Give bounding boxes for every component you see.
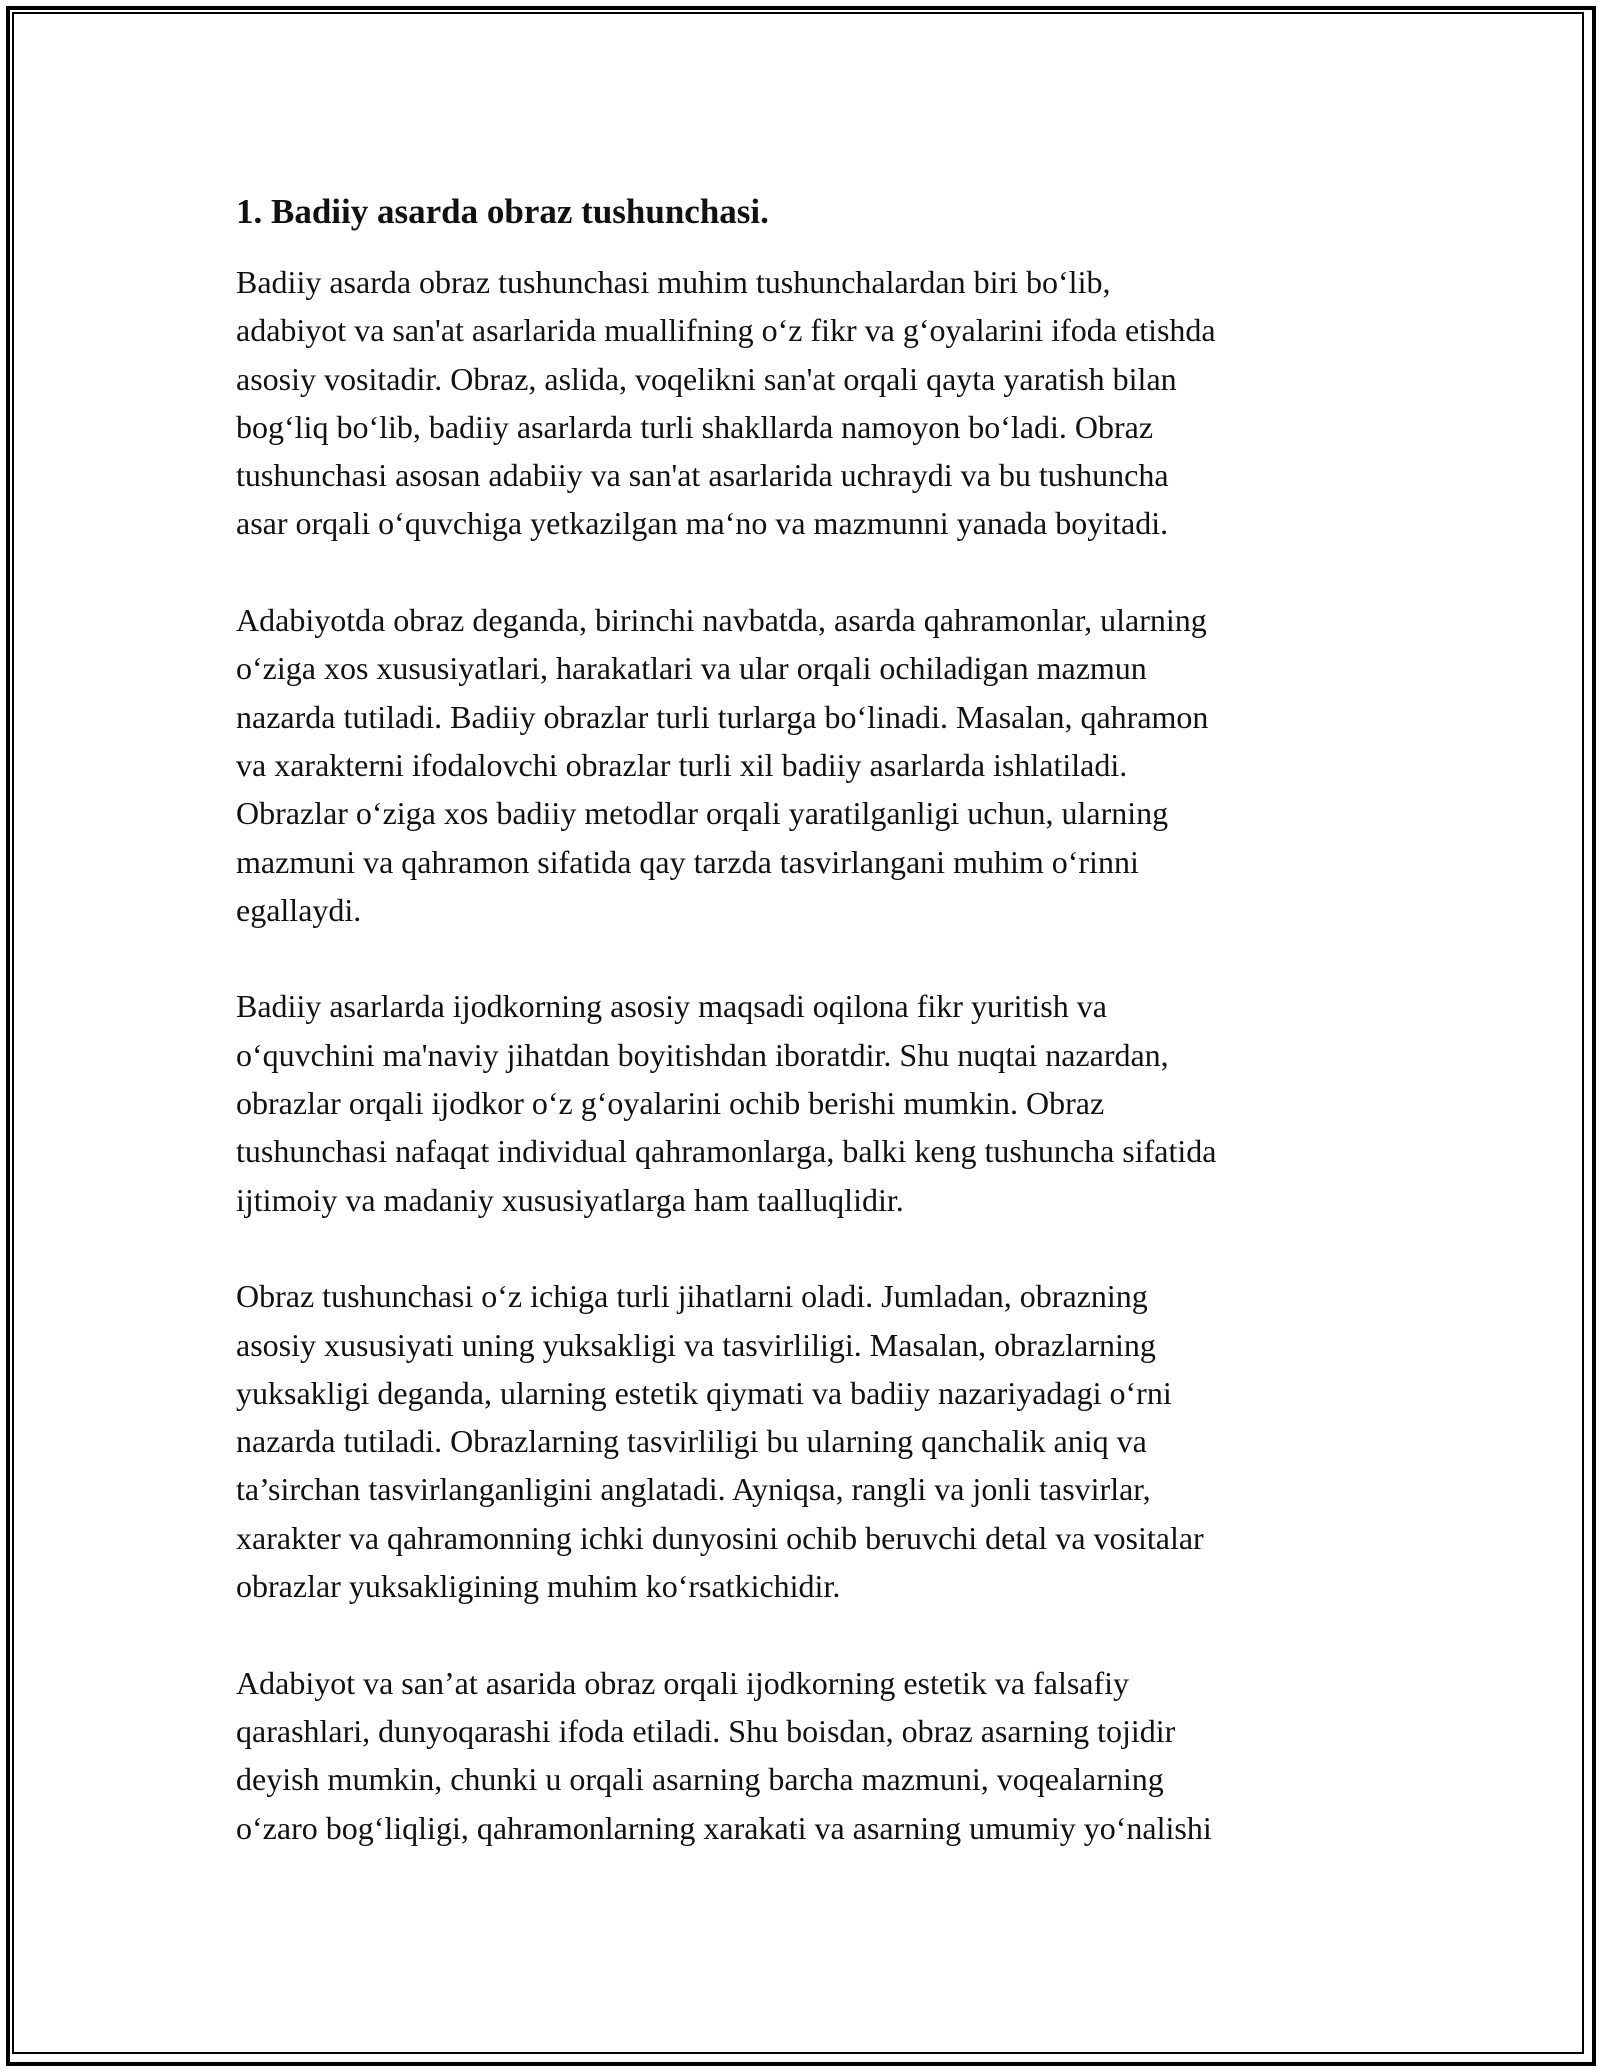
paragraph-4: Obraz tushunchasi o‘z ichiga turli jihatlarni oladi. Jumladan, obrazning asosiy xususiyati uning yuksakligi va tasvirliligi. Masalan, obrazlarning yuksakligi deganda, ularning estetik qiymati va badiiy nazariyadagi o‘rni nazarda tutiladi. Obrazlarning tasvirliligi bu ularning qanchalik aniq va ta’sirchan tasvirlanganligini anglatadi. Ayniqsa, rangli va jonli tasvirlar, xarakter va qahramonning ichki dunyosini ochib beruvchi detal va vositalar obrazlar yuksakligining muhim ko‘rsatkichidir.: [236, 1278, 1204, 1605]
paragraph-3: Badiiy asarlarda ijodkorning asosiy maqsadi oqilona fikr yuritish va o‘quvchini ma'naviy jihatdan boyitishdan iboratdir. Shu nuqtai nazardan, obrazlar orqali ijodkor o‘z g‘oyalarini ochib berishi mumkin. Obraz tushunchasi nafaqat individual qahramonlarga, balki keng tushuncha sifatida ijtimoiy va madaniy xususiyatlarga ham taalluqlidir.: [236, 988, 1217, 1218]
document-body: [236, 188, 1364, 1900]
paragraph-5: Adabiyot va san’at asarida obraz orqali ijodkorning estetik va falsafiy qarashlari, dunyoqarashi ifoda etiladi. Shu boisdan, obraz asarning tojidir deyish mumkin, chunki u orqali asarning barcha mazmuni, voqealarning o‘zaro bog‘liqligi, qahramonlarning xarakati va asarning umumiy yo‘nalishi: [236, 1664, 1212, 1846]
section-heading: 1. Badiiy asarda obraz tushunchasi.: [236, 192, 769, 231]
paragraph-1: Badiiy asarda obraz tushunchasi muhim tushunchalardan biri bo‘lib, adabiyot va san'at asarlarida muallifning o‘z fikr va g‘oyalarini ifoda etishda asosiy vositadir. Obraz, aslida, voqelikni san'at orqali qayta yaratish bilan bog‘liq bo‘lib, badiiy asarlarda turli shakllarda namoyon bo‘ladi. Obraz tushunchasi asosan adabiiy va san'at asarlarida uchraydi va bu tushuncha asar orqali o‘quvchiga yetkazilgan ma‘no va mazmunni yanada boyitadi.: [236, 264, 1216, 542]
paragraph-2: Adabiyotda obraz deganda, birinchi navbatda, asarda qahramonlar, ularning o‘ziga xos xususiyatlari, harakatlari va ular orqali ochiladigan mazmun nazarda tutiladi. Badiiy obrazlar turli turlarga bo‘linadi. Masalan, qahramon va xarakterni ifodalovchi obrazlar turli xil badiiy asarlarda ishlatiladi. Obrazlar o‘ziga xos badiiy metodlar orqali yaratilganligi uchun, ularning mazmuni va qahramon sifatida qay tarzda tasvirlangani muhim o‘rinni egallaydi.: [236, 602, 1209, 928]
